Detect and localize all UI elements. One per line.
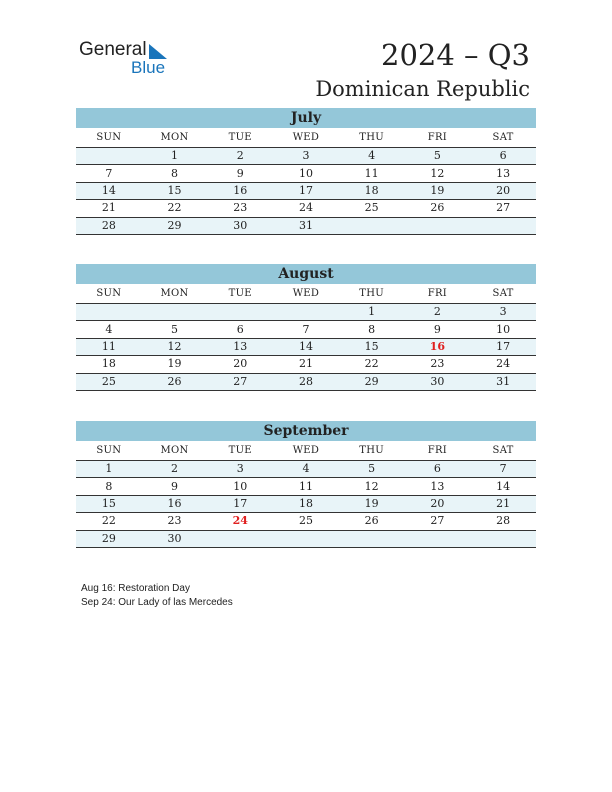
day-cell: 14 xyxy=(76,182,142,199)
day-cell: 21 xyxy=(76,200,142,217)
day-cell: 14 xyxy=(273,338,339,355)
day-cell: 19 xyxy=(339,495,405,512)
weekday-label: SAT xyxy=(470,128,536,148)
logo-triangle-icon xyxy=(149,44,167,59)
holiday-note: Sep 24: Our Lady of las Mercedes xyxy=(81,597,233,608)
day-cell xyxy=(405,217,471,234)
day-cell: 26 xyxy=(339,513,405,530)
weekday-label: MON xyxy=(142,128,208,148)
day-cell: 5 xyxy=(339,461,405,478)
weekday-label: MON xyxy=(142,284,208,304)
week-row xyxy=(76,200,536,217)
day-cell: 10 xyxy=(470,321,536,338)
generalblue-logo xyxy=(79,39,166,77)
day-cell: 11 xyxy=(76,338,142,355)
day-cell: 13 xyxy=(470,165,536,182)
day-cell: 27 xyxy=(470,200,536,217)
day-cell: 14 xyxy=(470,478,536,495)
day-cell: 30 xyxy=(405,373,471,390)
week-row xyxy=(76,495,536,512)
quarter-title: 2024 – Q3 xyxy=(381,38,530,72)
week-row xyxy=(76,373,536,390)
day-cell: 11 xyxy=(339,165,405,182)
weekday-label: FRI xyxy=(405,128,471,148)
day-cell: 12 xyxy=(339,478,405,495)
day-cell: 6 xyxy=(207,321,273,338)
day-cell: 28 xyxy=(273,373,339,390)
day-cell: 9 xyxy=(405,321,471,338)
day-cell: 7 xyxy=(470,461,536,478)
weekday-label: FRI xyxy=(405,284,471,304)
weekday-label: THU xyxy=(339,441,405,461)
day-cell: 1 xyxy=(76,461,142,478)
day-cell: 18 xyxy=(339,182,405,199)
day-cell: 29 xyxy=(339,373,405,390)
weekday-label: TUE xyxy=(207,284,273,304)
day-cell: 13 xyxy=(207,338,273,355)
day-cell: 10 xyxy=(273,165,339,182)
day-cell: 11 xyxy=(273,478,339,495)
day-cell: 26 xyxy=(405,200,471,217)
week-row xyxy=(76,182,536,199)
day-cell: 16 xyxy=(142,495,208,512)
day-cell: 2 xyxy=(142,461,208,478)
day-cell: 4 xyxy=(76,321,142,338)
day-cell: 12 xyxy=(405,165,471,182)
day-cell: 22 xyxy=(339,356,405,373)
day-cell: 9 xyxy=(207,165,273,182)
day-cell: 31 xyxy=(273,217,339,234)
day-cell: 22 xyxy=(76,513,142,530)
day-cell: 25 xyxy=(339,200,405,217)
weekday-label: THU xyxy=(339,284,405,304)
day-cell: 30 xyxy=(207,217,273,234)
day-cell xyxy=(339,530,405,547)
day-cell xyxy=(405,530,471,547)
day-cell: 1 xyxy=(142,148,208,165)
month-grid xyxy=(76,128,536,235)
day-cell: 27 xyxy=(405,513,471,530)
day-cell: 23 xyxy=(207,200,273,217)
day-cell: 3 xyxy=(470,304,536,321)
day-cell: 1 xyxy=(339,304,405,321)
month-calendar xyxy=(76,421,536,548)
weekday-label: FRI xyxy=(405,441,471,461)
day-cell: 9 xyxy=(142,478,208,495)
day-cell: 21 xyxy=(470,495,536,512)
day-cell xyxy=(76,148,142,165)
day-cell xyxy=(76,304,142,321)
week-row xyxy=(76,217,536,234)
page-title xyxy=(315,38,530,102)
day-cell: 4 xyxy=(339,148,405,165)
day-cell: 18 xyxy=(273,495,339,512)
day-cell xyxy=(339,217,405,234)
month-calendar xyxy=(76,108,536,235)
day-cell: 28 xyxy=(76,217,142,234)
weekday-label: SUN xyxy=(76,441,142,461)
day-cell: 23 xyxy=(405,356,471,373)
day-cell: 15 xyxy=(142,182,208,199)
day-cell xyxy=(470,217,536,234)
month-title: July xyxy=(76,108,536,128)
week-row xyxy=(76,321,536,338)
day-cell: 17 xyxy=(207,495,273,512)
day-cell: 3 xyxy=(207,461,273,478)
day-cell: 21 xyxy=(273,356,339,373)
day-cell: 12 xyxy=(142,338,208,355)
logo-general-text: General xyxy=(79,39,147,60)
day-cell: 22 xyxy=(142,200,208,217)
day-cell: 17 xyxy=(273,182,339,199)
day-cell: 18 xyxy=(76,356,142,373)
day-cell: 28 xyxy=(470,513,536,530)
weekday-label: WED xyxy=(273,128,339,148)
weekday-label: MON xyxy=(142,441,208,461)
day-cell: 4 xyxy=(273,461,339,478)
day-cell: 8 xyxy=(76,478,142,495)
day-cell: 31 xyxy=(470,373,536,390)
day-cell: 8 xyxy=(339,321,405,338)
day-cell: 3 xyxy=(273,148,339,165)
week-row xyxy=(76,148,536,165)
month-grid xyxy=(76,441,536,548)
day-cell: 16 xyxy=(405,338,471,355)
weekday-header-row xyxy=(76,441,536,461)
day-cell: 13 xyxy=(405,478,471,495)
day-cell: 2 xyxy=(405,304,471,321)
week-row xyxy=(76,356,536,373)
day-cell: 15 xyxy=(339,338,405,355)
day-cell xyxy=(470,530,536,547)
holiday-notes xyxy=(81,582,233,610)
day-cell: 8 xyxy=(142,165,208,182)
weekday-label: THU xyxy=(339,128,405,148)
day-cell: 6 xyxy=(405,461,471,478)
day-cell: 24 xyxy=(273,200,339,217)
week-row xyxy=(76,461,536,478)
day-cell: 27 xyxy=(207,373,273,390)
holiday-note: Aug 16: Restoration Day xyxy=(81,583,190,594)
day-cell: 26 xyxy=(142,373,208,390)
day-cell: 29 xyxy=(76,530,142,547)
day-cell: 23 xyxy=(142,513,208,530)
weekday-label: WED xyxy=(273,441,339,461)
day-cell: 17 xyxy=(470,338,536,355)
day-cell: 20 xyxy=(405,495,471,512)
logo-blue-text: Blue xyxy=(131,58,166,77)
day-cell: 24 xyxy=(207,513,273,530)
day-cell xyxy=(273,304,339,321)
week-row xyxy=(76,304,536,321)
day-cell: 24 xyxy=(470,356,536,373)
day-cell: 7 xyxy=(273,321,339,338)
day-cell: 2 xyxy=(207,148,273,165)
week-row xyxy=(76,478,536,495)
day-cell: 16 xyxy=(207,182,273,199)
day-cell: 19 xyxy=(142,356,208,373)
month-title: August xyxy=(76,264,536,284)
weekday-label: SAT xyxy=(470,284,536,304)
day-cell: 25 xyxy=(76,373,142,390)
month-calendar xyxy=(76,264,536,391)
weekday-label: TUE xyxy=(207,441,273,461)
day-cell: 20 xyxy=(207,356,273,373)
day-cell xyxy=(273,530,339,547)
week-row xyxy=(76,513,536,530)
day-cell: 6 xyxy=(470,148,536,165)
weekday-header-row xyxy=(76,128,536,148)
day-cell: 5 xyxy=(142,321,208,338)
day-cell: 5 xyxy=(405,148,471,165)
weekday-label: SAT xyxy=(470,441,536,461)
month-grid xyxy=(76,284,536,391)
day-cell: 30 xyxy=(142,530,208,547)
weekday-header-row xyxy=(76,284,536,304)
weekday-label: TUE xyxy=(207,128,273,148)
day-cell: 25 xyxy=(273,513,339,530)
week-row xyxy=(76,338,536,355)
day-cell: 7 xyxy=(76,165,142,182)
month-title: September xyxy=(76,421,536,441)
day-cell: 29 xyxy=(142,217,208,234)
weekday-label: WED xyxy=(273,284,339,304)
country-title: Dominican Republic xyxy=(315,77,530,101)
weekday-label: SUN xyxy=(76,128,142,148)
day-cell xyxy=(207,304,273,321)
day-cell: 20 xyxy=(470,182,536,199)
day-cell: 19 xyxy=(405,182,471,199)
week-row xyxy=(76,165,536,182)
day-cell: 15 xyxy=(76,495,142,512)
weekday-label: SUN xyxy=(76,284,142,304)
day-cell xyxy=(142,304,208,321)
day-cell: 10 xyxy=(207,478,273,495)
week-row xyxy=(76,530,536,547)
day-cell xyxy=(207,530,273,547)
